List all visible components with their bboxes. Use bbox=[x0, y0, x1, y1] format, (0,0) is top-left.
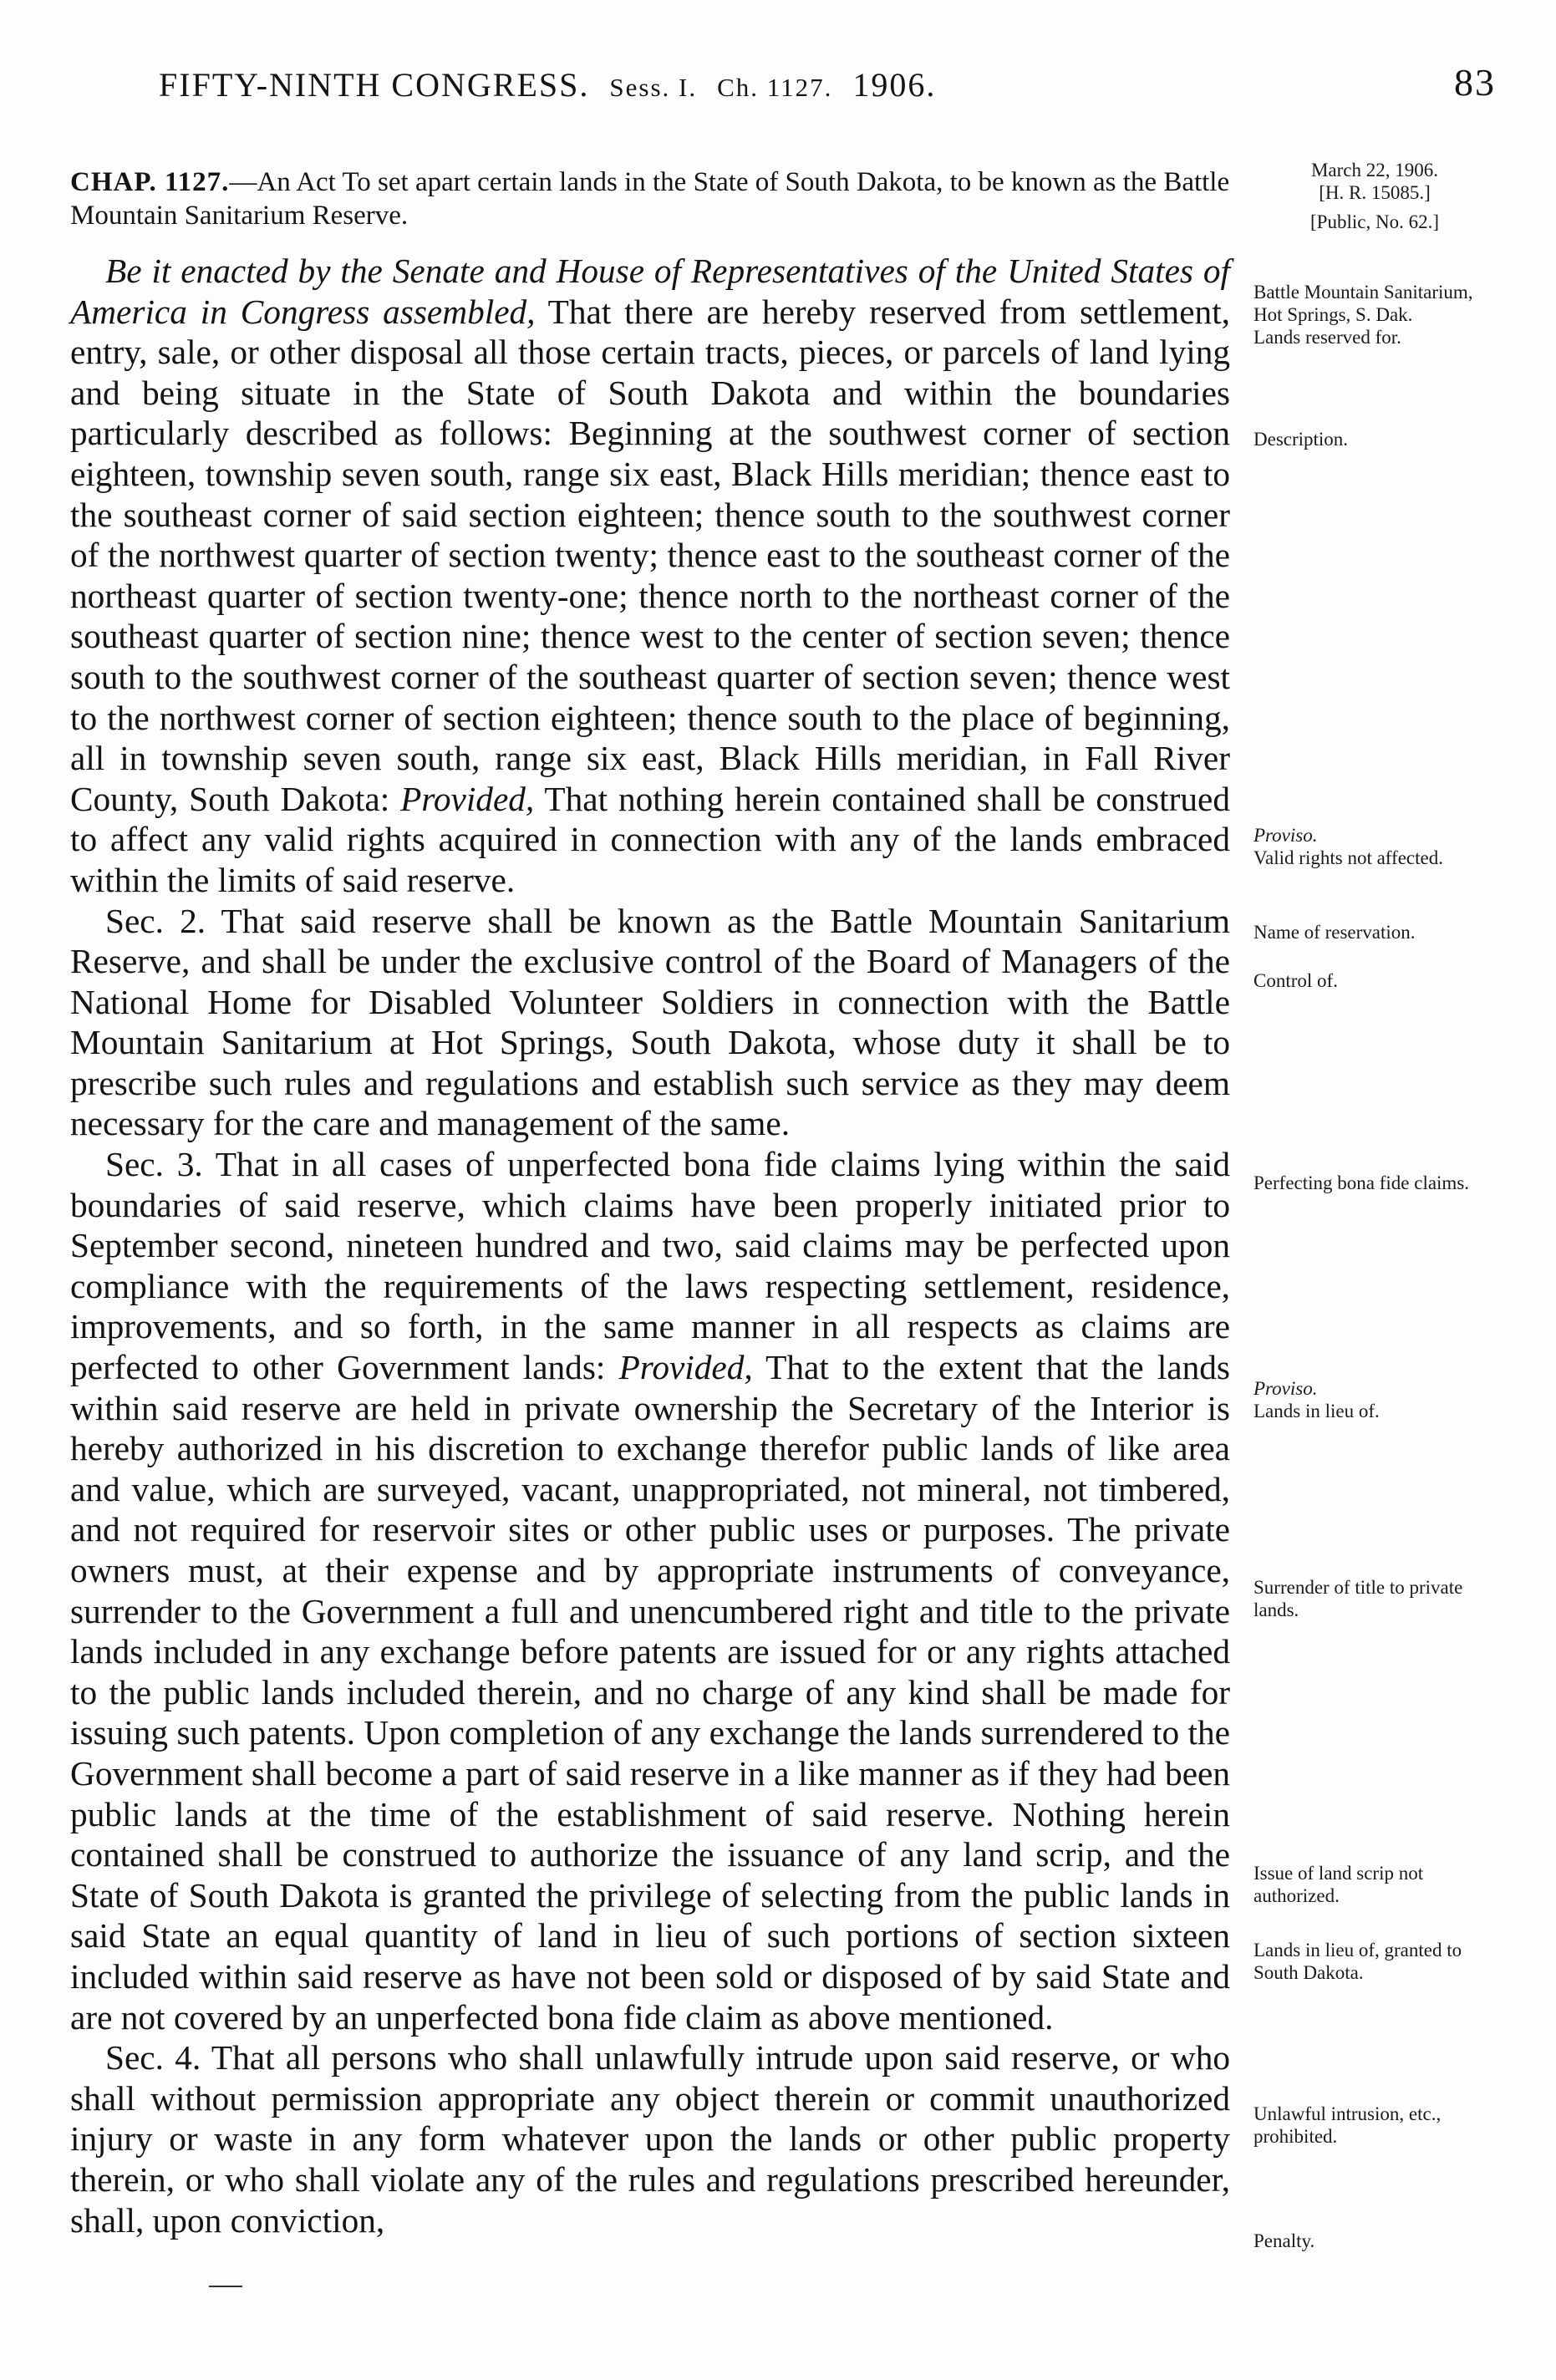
section-4 bbox=[70, 2037, 1230, 2240]
section-3-label: Sec. 3. bbox=[105, 1145, 203, 1184]
running-head-text bbox=[159, 65, 936, 104]
session-label: Sess. I. bbox=[609, 73, 698, 102]
margin-note-control: Control of. bbox=[1253, 970, 1338, 991]
section-1 bbox=[70, 251, 1230, 901]
margin-note-perfecting: Perfecting bona fide claims. bbox=[1253, 1172, 1470, 1193]
margin-battle-mountain: Battle Mountain Sanitarium, Hot Springs, S. Dak. bbox=[1253, 282, 1473, 325]
page-number: 83 bbox=[1454, 61, 1496, 104]
section-2-text: That said reserve shall be known as the Battle Mountain Sanitarium Reserve, and shall be under the exclusive control of the Board of Managers of the National Home for Disabled Volunteer Soldiers in connection with the Battle Mountain Sanitarium at Hot Springs, South Dakota, whose duty it shall be to prescribe such rules and regulations and establish such service as they may deem necessary for the care and management of the same. bbox=[70, 901, 1230, 1143]
congress-label: FIFTY-NINTH CONGRESS. bbox=[159, 66, 590, 104]
margin-proviso-1: Proviso. bbox=[1253, 825, 1318, 846]
enacting-clause: Be it enacted by the Senate and House of Representatives of the United States of America in Congress assembled, bbox=[70, 252, 1230, 331]
margin-note-scrip: Issue of land scrip not authorized. bbox=[1253, 1863, 1424, 1906]
section-3-provided: Provided, bbox=[618, 1348, 753, 1387]
chapter-label: Ch. 1127. bbox=[717, 73, 833, 102]
section-2 bbox=[70, 901, 1230, 1145]
margin-note-surrender: Surrender of title to private lands. bbox=[1253, 1577, 1463, 1620]
margin-note-proviso-2 bbox=[1253, 1377, 1504, 1422]
margin-date: March 22, 1906. bbox=[1310, 160, 1439, 181]
section-2-label: Sec. 2. bbox=[105, 901, 206, 940]
margin-public: [Public, No. 62.] bbox=[1310, 211, 1439, 232]
chapter-heading: CHAP. 1127. bbox=[70, 167, 230, 197]
section-1-text: That there are hereby reserved from settlement, entry, sale, or other disposal all those certain tracts, pieces, or parcels of land lying and being situate in the State of South Dakota and within the boundaries particularly described as follows: Beginning at the southwest corner of section eighteen, township seven south, range six east, Black Hills meridian; thence east to the southeast corner of said section eighteen; thence south to the southwest corner of the northwest quarter of section twenty; thence east to the southeast corner of the northeast quarter of section twenty-one; thence north to the northeast corner of the southeast quarter of section nine; thence west to the center of section seven; thence south to the southwest corner of the southeast quarter of section seven; thence west to the northwest corner of section eighteen; thence south to the place of beginning, all in township seven south, range six east, Black Hills meridian, in Fall River County, South Dakota: bbox=[70, 292, 1230, 818]
margin-note-proviso-1 bbox=[1253, 824, 1504, 869]
act-title bbox=[70, 165, 1232, 232]
margin-note-name: Name of reservation. bbox=[1253, 922, 1416, 943]
margin-note-penalty: Penalty. bbox=[1253, 2230, 1315, 2251]
running-header bbox=[159, 61, 1496, 124]
margin-bill: [H. R. 15085.] bbox=[1319, 182, 1431, 203]
act-title-text: —An Act To set apart certain lands in the State of South Dakota, to be known as the Battle Mountain Sanitarium Reserve. bbox=[70, 167, 1230, 231]
section-3-text: That in all cases of unperfected bona fide claims lying within the said boundaries of said reserve, which claims have been properly initiated prior to September second, nineteen hundred and two, said claims may be perfected upon compliance with the requirements of the laws respecting settlement, residence, improvements, and so forth, in the same manner in all respects as claims are perfected to other Government lands: bbox=[70, 1145, 1230, 1387]
section-4-text: That all persons who shall unlawfully intrude upon said reserve, or who shall without permission appropriate any object therein or commit unauthorized injury or waste in any form whatever upon the lands or other public property therein, or who shall violate any of the rules and regulations prescribed hereunder, shall, upon conviction, bbox=[70, 2038, 1231, 2240]
section-1-proviso: That nothing herein contained shall be construed to affect any valid rights acquired in connection with any of the lands embraced within the limits of said reserve. bbox=[70, 779, 1230, 899]
margin-note-battle-mountain bbox=[1253, 281, 1504, 348]
margin-proviso-2: Proviso. bbox=[1253, 1378, 1318, 1399]
act-body bbox=[70, 251, 1230, 2240]
margin-valid-rights: Valid rights not affected. bbox=[1253, 847, 1443, 868]
margin-note-description: Description. bbox=[1253, 429, 1349, 450]
year-label: 1906. bbox=[852, 66, 937, 104]
margin-note-unlawful: Unlawful intrusion, etc., prohibited. bbox=[1253, 2103, 1442, 2147]
margin-lands-reserved: Lands reserved for. bbox=[1253, 327, 1401, 348]
section-3-proviso: That to the extent that the lands within said reserve are held in private ownership the Secretary of the Interior is hereby authorized in his discretion to exchange therefor public lands of like area and value, which are surveyed, vacant, unappropriated, not mineral, not timbered, and not required for reservoir sites or other public uses or purposes. The private owners must, at their expense and by appropriate instruments of conveyance, surrender to the Government a full and unencumbered right and title to the private lands included in any exchange before patents are issued for or any rights attached to the public lands included therein, and no charge of any kind shall be made for issuing such patents. Upon completion of any exchange the lands surrendered to the Government shall become a part of said reserve in a like manner as if they had been public lands at the time of the establishment of said reserve. Nothing herein contained shall be construed to authorize the issuance of any land scrip, and the State of South Dakota is granted the privilege of selecting from the public lands in said State an equal quantity of land in lieu of such portions of section sixteen included within said reserve as have not been sold or disposed of by said State and are not covered by an unperfected bona fide claim as above mentioned. bbox=[70, 1348, 1230, 2037]
margin-lands-in-lieu: Lands in lieu of. bbox=[1253, 1401, 1380, 1421]
bottom-rule-left bbox=[209, 2286, 242, 2287]
margin-note-lands-granted: Lands in lieu of, granted to South Dakota. bbox=[1253, 1940, 1462, 1983]
section-1-provided: Provided, bbox=[400, 779, 535, 818]
section-3 bbox=[70, 1144, 1230, 2037]
section-4-label: Sec. 4. bbox=[105, 2038, 201, 2077]
margin-note-date bbox=[1270, 159, 1479, 233]
